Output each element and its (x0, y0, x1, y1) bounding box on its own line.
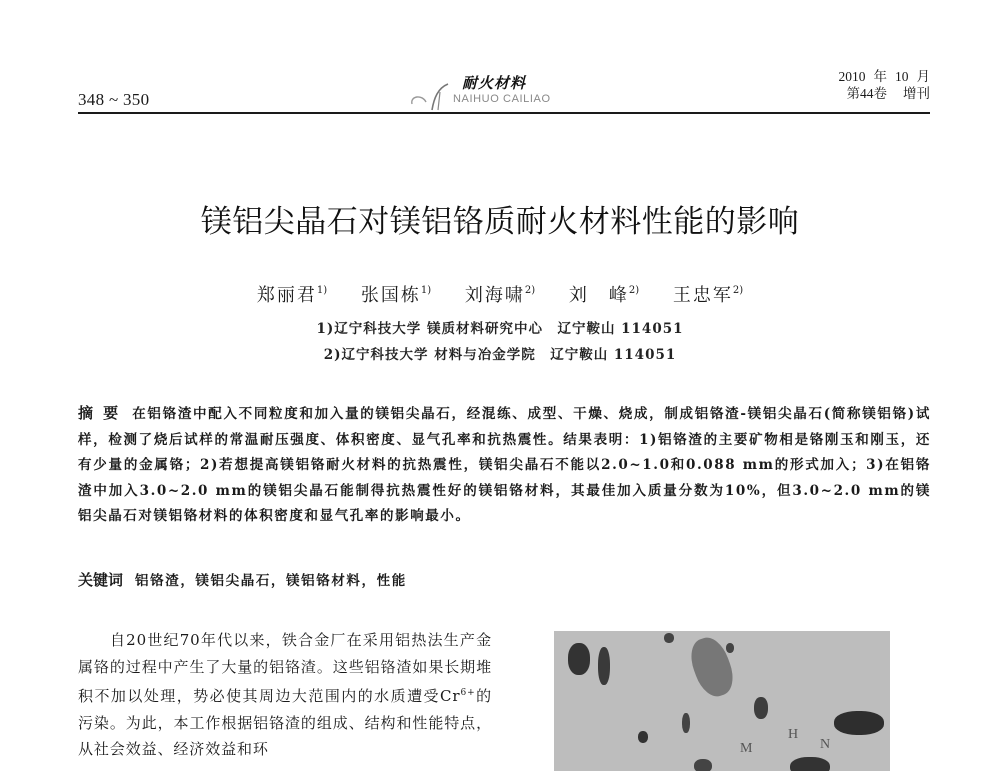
keywords (78, 569, 407, 590)
affiliation-2: 2)辽宁科技大学 材料与冶金学院 辽宁鞍山 114051 (323, 347, 677, 363)
dark-pore (726, 643, 734, 653)
volume-number: 第44卷 (846, 86, 887, 101)
author-affil-mark: 2) (628, 285, 640, 296)
abstract-label: 摘要 (78, 404, 129, 422)
dark-pore (834, 711, 884, 735)
chromium-charge: 6+ (460, 688, 476, 698)
author-affil-mark: 2) (732, 285, 744, 296)
body-text-part2: 的污染。为此，本工作根据铝铬渣的组成、结构和性能特点，从社会效益、经济效益和环 (78, 687, 492, 758)
dark-pore (682, 713, 690, 733)
author-affil-mark: 2) (524, 285, 536, 296)
author-name: 刘 峰 (568, 285, 629, 306)
dark-pore (598, 647, 610, 685)
abstract-text: 在铝铬渣中配入不同粒度和加入量的镁铝尖晶石，经混练、成型、干燥、烧成，制成铝铬渣-镁铝尖晶石(简称镁铝铬)试样，检测了烧后试样的常温耐压强度、体积密度、显气孔率和抗热震性。结果表明：1)铝铬渣的主要矿物相是铬刚玉和刚玉，还有少量的金属铬；2)若想提高镁铝铬耐火材料的抗热震性，镁铝尖晶石不能以2.0~1.0和0.088 mm的形式加入；3)在铝铬渣中加入3.0~2.0 mm的镁铝尖晶石能制得抗热震性好的镁铝铬材料，其最佳加入质量分数为10%，但3.0~2.0 mm的镁铝尖晶石对镁铝铬材料的体积密度和显气孔率的影响最小。 (78, 406, 931, 524)
issue-volume (839, 85, 931, 102)
micrograph-figure (554, 631, 890, 771)
dark-pore (568, 643, 590, 675)
journal-name-cn: 耐火材料 (462, 74, 527, 92)
page-range: 348 ~ 350 (78, 90, 150, 109)
author-name: 张国栋 (360, 285, 421, 306)
supplement-label: 增刊 (903, 86, 930, 101)
author-list (0, 281, 1000, 307)
body-paragraph (78, 627, 492, 763)
chromium-ion (440, 687, 476, 705)
issue-info (839, 68, 931, 102)
author (361, 281, 431, 307)
journal-name-en: NAIHUO CAILIAO (453, 93, 551, 105)
issue-year-unit: 年 (873, 69, 887, 84)
author (673, 281, 743, 307)
phase-label-h: H (788, 727, 799, 742)
author (465, 281, 535, 307)
keywords-text: 铝铬渣，镁铝尖晶石，镁铝铬材料，性能 (135, 573, 407, 589)
header-divider (78, 112, 930, 114)
author-affil-mark: 1) (420, 285, 432, 296)
issue-month: 10 (895, 69, 909, 84)
affiliation-1: 1)辽宁科技大学 镁质材料研究中心 辽宁鞍山 114051 (316, 321, 684, 337)
dark-pore (694, 759, 712, 771)
phase-label-n: N (820, 737, 831, 752)
author (257, 281, 327, 307)
issue-month-unit: 月 (916, 69, 930, 84)
paper-title: 镁铝尖晶石对镁铝铬质耐火材料性能的影响 (200, 204, 800, 240)
author-name: 王忠军 (672, 285, 733, 306)
abstract (78, 401, 931, 530)
author-name: 刘海啸 (464, 285, 525, 306)
issue-date (839, 68, 931, 85)
keywords-label: 关键词 (78, 571, 124, 589)
dark-pore (790, 757, 830, 771)
dark-pore (664, 633, 674, 643)
chromium-symbol: Cr (440, 687, 461, 705)
body-text-part1: 自20世纪70年代以来，铁合金厂在采用铝热法生产金属铬的过程中产生了大量的铝铬渣。这些铝铬渣如果长期堆积不加以处理，势必使其周边大范围内的水质遭受 (78, 631, 492, 705)
author-name: 郑丽君 (256, 285, 317, 306)
author (569, 281, 639, 307)
journal-logo-swoosh-icon (408, 82, 454, 112)
journal-header (78, 66, 930, 116)
author-affil-mark: 1) (316, 285, 328, 296)
journal-logo (408, 72, 588, 112)
issue-year: 2010 (838, 69, 866, 84)
phase-label-m: M (740, 741, 753, 756)
dark-pore (638, 731, 648, 743)
dark-pore (754, 697, 768, 719)
